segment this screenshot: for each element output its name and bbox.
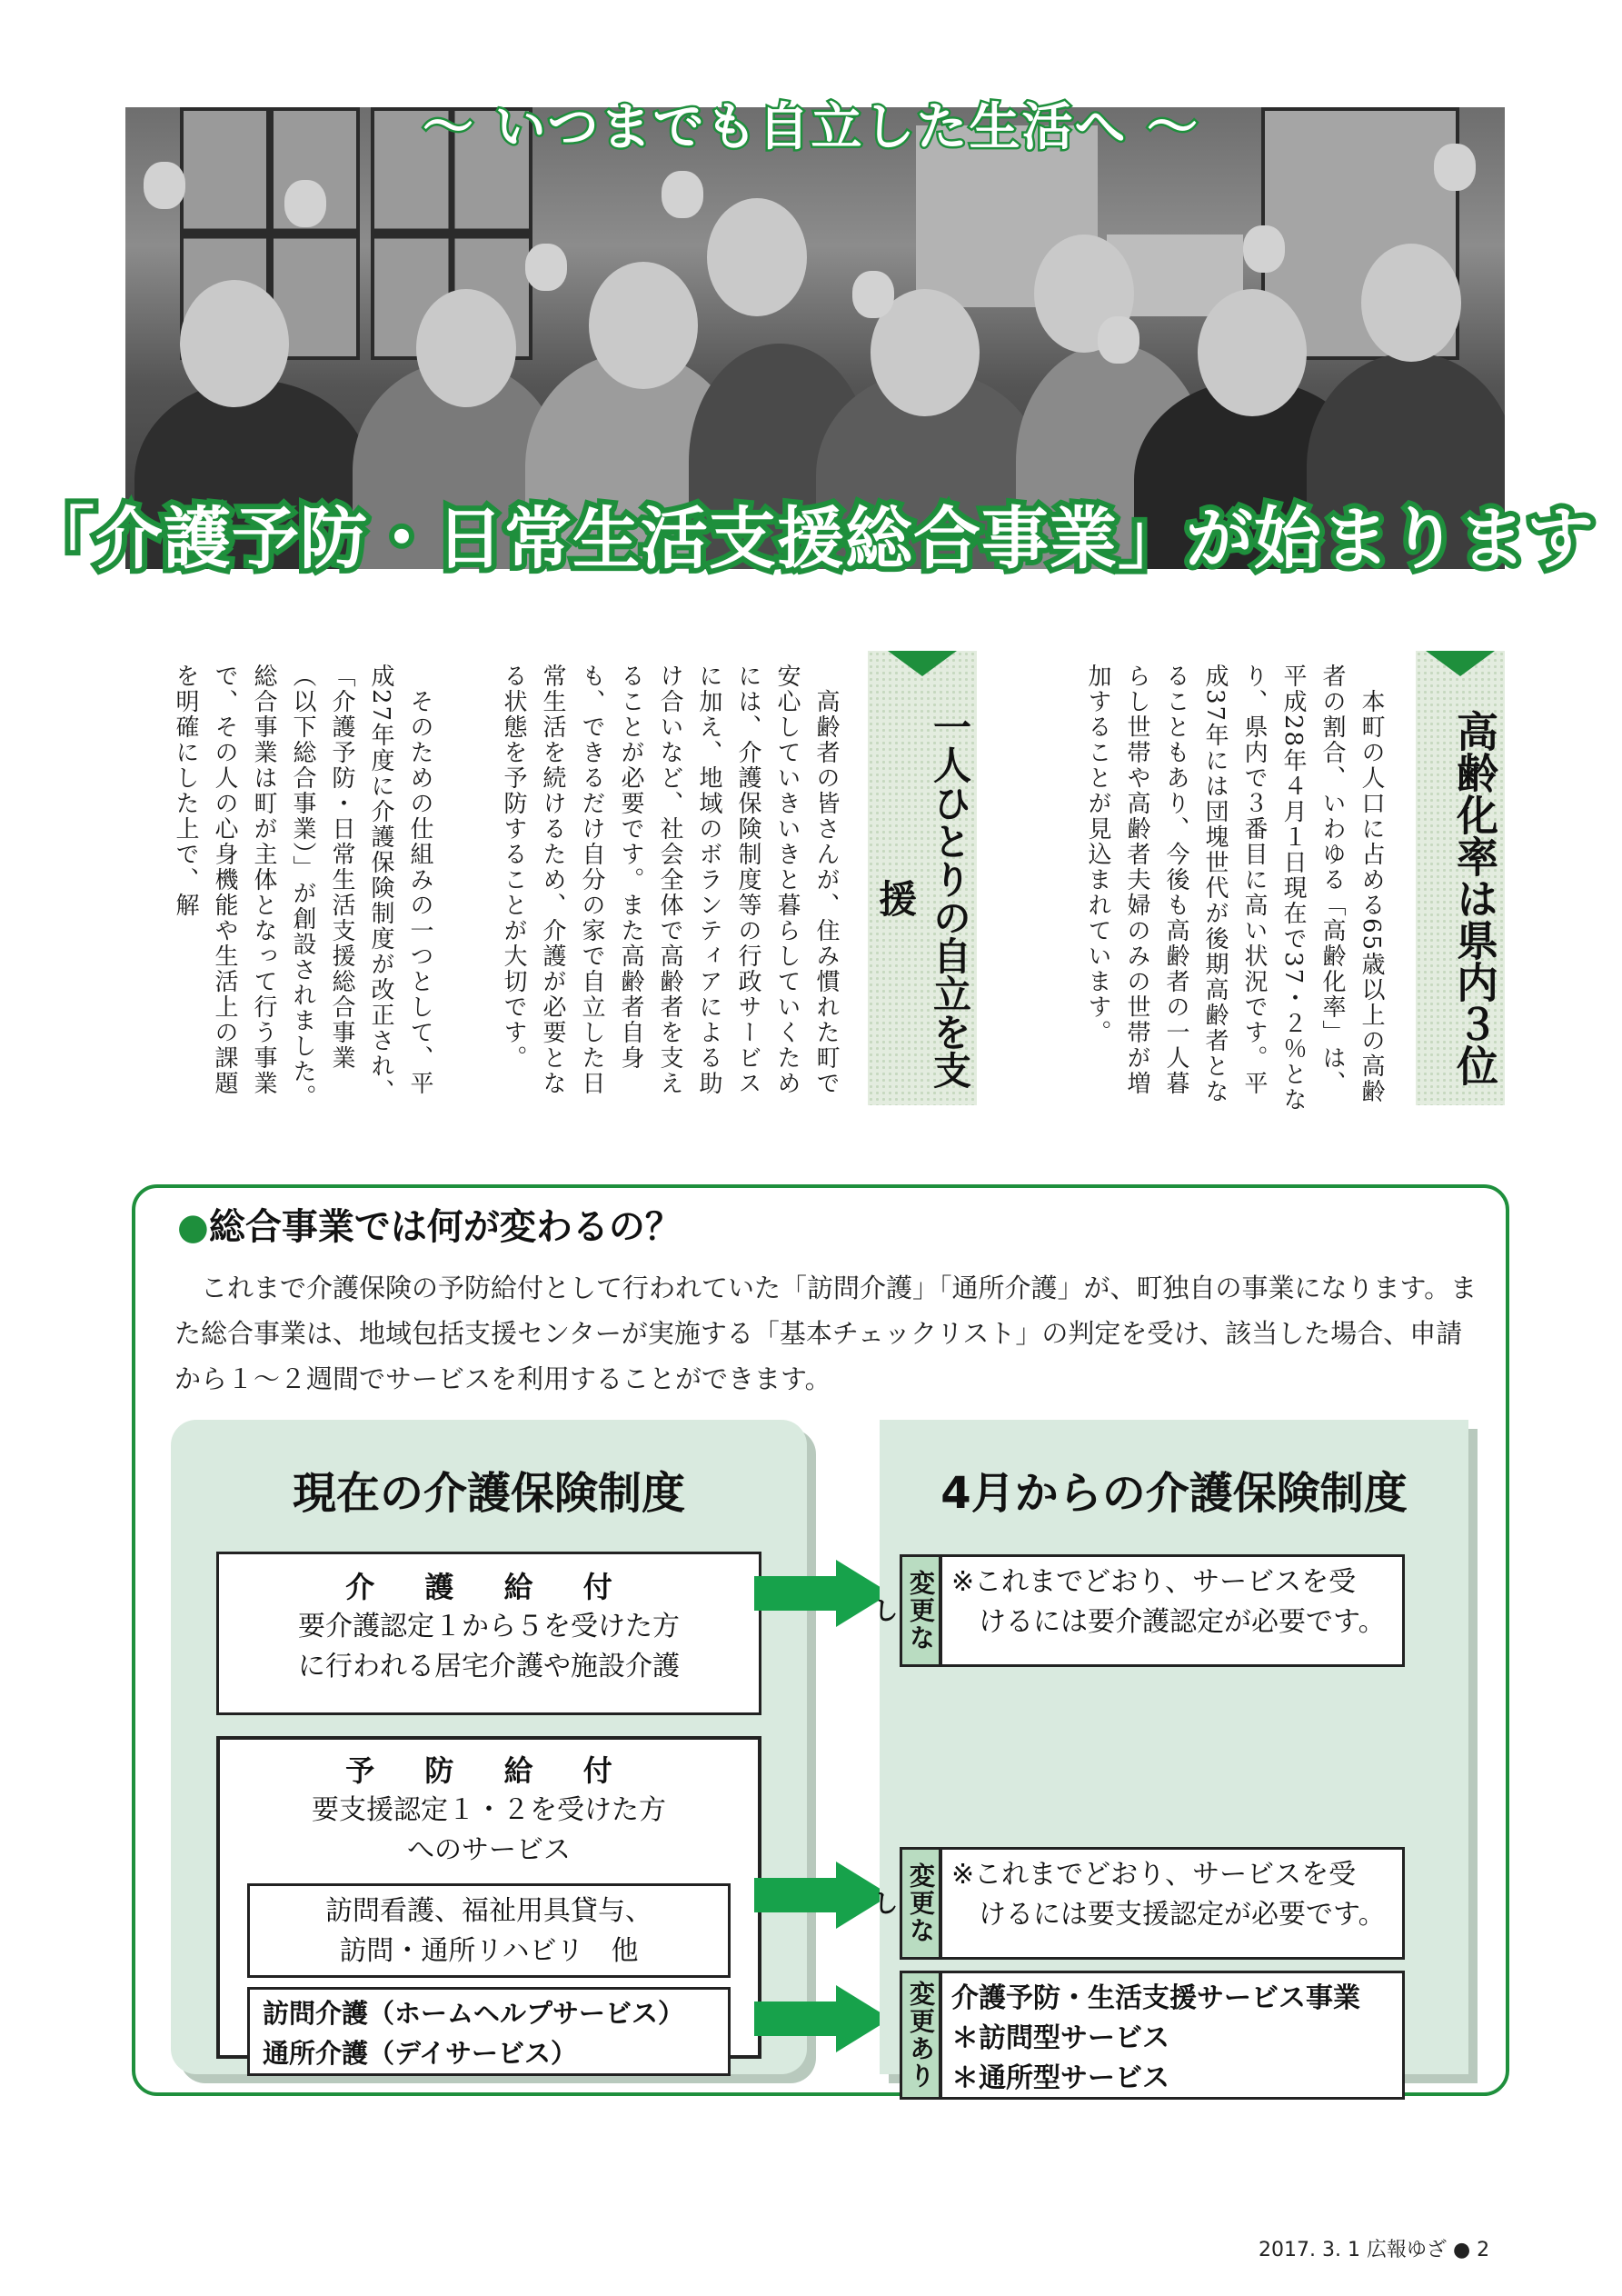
photo-fist [1243, 225, 1285, 273]
yobo-changed-line1: 訪問介護（ホームヘルプサービス） [263, 1998, 685, 2029]
photo-fist [662, 171, 703, 218]
photo-face [180, 280, 289, 407]
yobo-unchanged-line1: 訪問看護、福祉用具貸与、 [325, 1895, 652, 1927]
article-heading-2-text: 一人ひとりの自立を支援 [873, 707, 972, 1089]
photo-fist [1098, 316, 1139, 364]
new-service-note [940, 1971, 1405, 2100]
photo-face [416, 289, 516, 407]
yobo-kyufu-box [216, 1736, 761, 2069]
article-heading-2 [868, 651, 977, 1105]
current-system-panel [171, 1420, 807, 2074]
yobo-kyufu-line1: 要支援認定１・２を受けた方 [312, 1794, 666, 1826]
photo-face [707, 198, 807, 316]
no-change-tag: 変更なし [900, 1554, 941, 1667]
heading-triangle [1426, 651, 1495, 676]
current-system-header: 現在の介護保険制度 [292, 1468, 685, 1519]
new-service-line3: ＊通所型サービス [951, 2062, 1169, 2094]
article-paragraph-1: 本町の人口に占める65歳以上の高齢者の割合、いわゆる「高齢化率」は、平成28年４月１日現在で37・２％となり、県内で３番目に高い状況です。平成37年には団塊世代が後期高齢者となることもあり、今後も高齢者の一人暮らし世帯や高齢者夫婦のみの世帯が増加することが見込まれています。 [1084, 664, 1385, 1113]
kaigo-note-line2: けるには要介護認定が必要です。 [951, 1606, 1386, 1638]
new-service-line1: 介護予防・生活支援サービス事業 [951, 1982, 1360, 2014]
changed-tag: 変更あり [900, 1971, 941, 2100]
new-system-panel [870, 1420, 1468, 2094]
yobo-kyufu-line2: へのサービス [407, 1834, 571, 1866]
yobo-changed-services-box [247, 1987, 731, 2076]
kaigo-kyufu-line1: 要介護認定１から５を受けた方 [298, 1611, 680, 1642]
section-title-text: 総合事業では何が変わるの？ [208, 1206, 682, 1248]
photo-fist [284, 180, 326, 227]
yobo-kyufu-title: 予 防 給 付 [345, 1753, 632, 1788]
kaigo-note-line1: ※これまでどおり、サービスを受 [951, 1566, 1357, 1598]
bullet-icon: ● [177, 1206, 209, 1248]
yobo-note-line1: ※これまでどおり、サービスを受 [951, 1859, 1357, 1891]
new-system-header: 4月からの介護保険制度 [940, 1468, 1408, 1519]
photo-fist [144, 162, 185, 209]
yobo-unchanged-services-box [247, 1883, 731, 1978]
article-heading-1-text: 高齢化率は県内３位 [1450, 710, 1499, 1086]
photo-face [1198, 289, 1307, 416]
photo-face [1361, 244, 1461, 362]
yobo-note [940, 1847, 1405, 1960]
yobo-note-line2: けるには要支援認定が必要です。 [951, 1899, 1386, 1931]
yobo-changed-line2: 通所介護（デイサービス） [263, 2038, 577, 2069]
article-paragraph-2: 高齢者の皆さんが、住み慣れた町で安心していきいきと暮らしていくためには、介護保険制度等の行政サービスに加え、地域のボランティアによる助け合いなど、社会全体で高齢者を支えることが必要です。また高齢者自身も、できるだけ自分の家で自立した日常生活を続けるため、介護が必要となる状態を予防することが大切です。 [500, 664, 840, 1096]
photo-face [589, 262, 698, 389]
hero-subtitle: ～ いつまでも自立した生活へ ～ [423, 98, 1199, 157]
article-paragraph-3: そのための仕組みの一つとして、平成27年度に介護保険制度が改正され、「介護予防・日常生活支援総合事業（以下総合事業）」が創設されました。総合事業は町が主体となって行う事業で、その人の心身機能や生活上の課題を明確にした上で、解 [172, 664, 433, 1110]
heading-triangle [888, 651, 957, 676]
page-footer: 2017. 3. 1 広報ゆざ ● 2 [1259, 2239, 1490, 2261]
kaigo-note [940, 1554, 1405, 1667]
yobo-unchanged-line2: 訪問・通所リハビリ 他 [339, 1935, 639, 1967]
section-title [177, 1198, 682, 1250]
photo-fist [852, 271, 894, 318]
kaigo-kyufu-box [216, 1552, 761, 1715]
no-change-tag: 変更なし [900, 1847, 941, 1960]
new-service-line2: ＊訪問型サービス [951, 2022, 1169, 2054]
kaigo-kyufu-line2: に行われる居宅介護や施設介護 [298, 1651, 680, 1682]
arrow-right-icon [754, 1985, 891, 2052]
article-heading-1 [1416, 651, 1505, 1105]
section-intro: これまで介護保険の予防給付として行われていた「訪問介護」「通所介護」が、町独自の事業になります。また総合事業は、地域包括支援センターが実施する「基本チェックリスト」の判定を受け、該当した場合、申請から１～２週間でサービスを利用することができます。 [174, 1273, 1478, 1394]
hero-title: 「介護予防・日常生活支援総合事業」が始まります [27, 500, 1595, 578]
kaigo-kyufu-title: 介 護 給 付 [345, 1570, 632, 1604]
photo-fist [525, 244, 567, 291]
